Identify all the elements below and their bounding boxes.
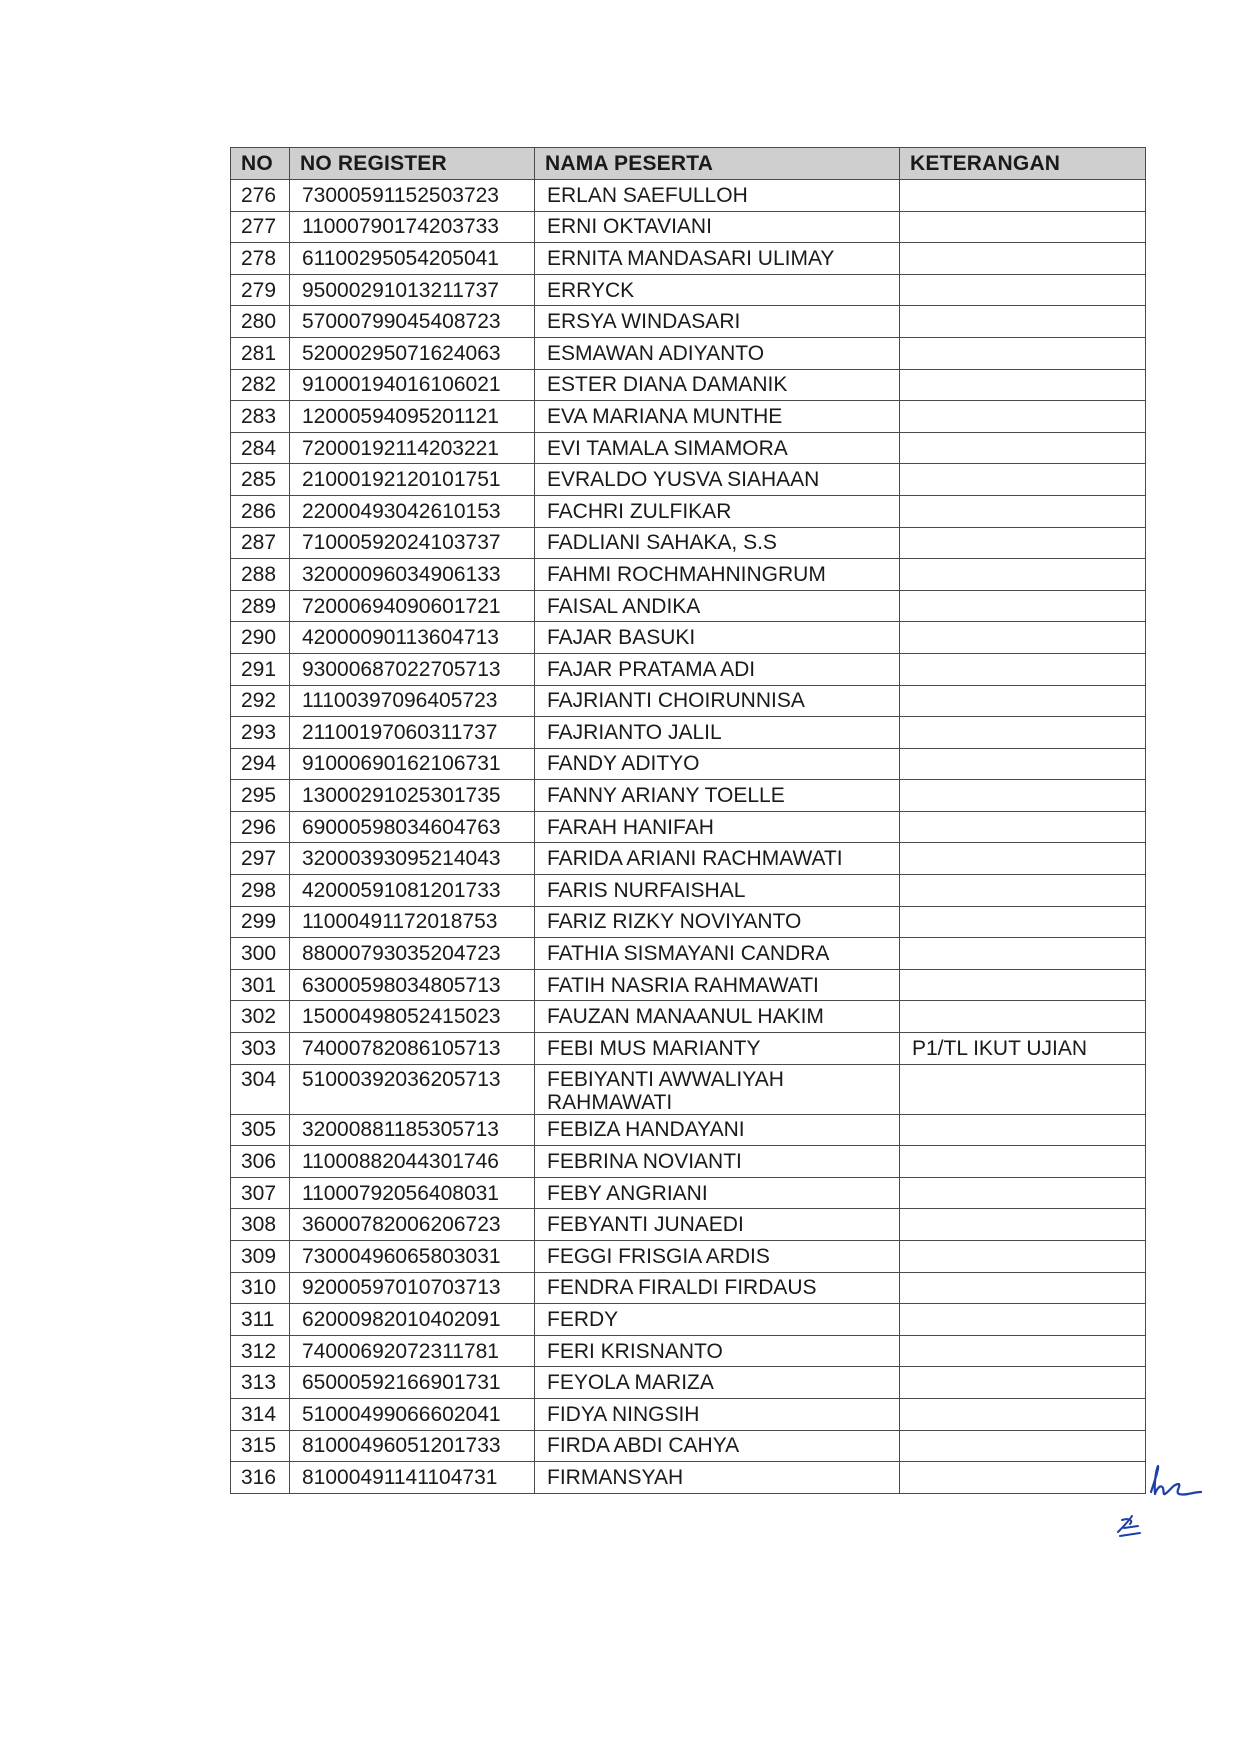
cell-no: 300	[231, 938, 290, 970]
cell-register: 36000782006206723	[290, 1209, 535, 1241]
cell-register: 71000592024103737	[290, 527, 535, 559]
table-row	[231, 337, 1146, 369]
cell-name: FAISAL ANDIKA	[535, 590, 900, 622]
cell-register: 57000799045408723	[290, 306, 535, 338]
cell-note	[900, 464, 1146, 496]
cell-note	[900, 875, 1146, 907]
cell-register: 69000598034604763	[290, 811, 535, 843]
cell-name: FEBY ANGRIANI	[535, 1177, 900, 1209]
cell-name: FAJAR BASUKI	[535, 622, 900, 654]
cell-note	[900, 906, 1146, 938]
cell-note	[900, 1241, 1146, 1273]
table-row	[231, 748, 1146, 780]
cell-no: 276	[231, 180, 290, 212]
cell-no: 313	[231, 1367, 290, 1399]
cell-note	[900, 1177, 1146, 1209]
cell-no: 299	[231, 906, 290, 938]
cell-register: 11000790174203733	[290, 211, 535, 243]
table-row	[231, 590, 1146, 622]
cell-no: 294	[231, 748, 290, 780]
cell-name: FEGGI FRISGIA ARDIS	[535, 1241, 900, 1273]
table-row	[231, 875, 1146, 907]
cell-note	[900, 1462, 1146, 1494]
table-row	[231, 274, 1146, 306]
cell-register: 52000295071624063	[290, 337, 535, 369]
cell-register: 21000192120101751	[290, 464, 535, 496]
cell-name: FARAH HANIFAH	[535, 811, 900, 843]
cell-register: 11000792056408031	[290, 1177, 535, 1209]
cell-no: 289	[231, 590, 290, 622]
table-row	[231, 780, 1146, 812]
cell-name: FIRDA ABDI CAHYA	[535, 1430, 900, 1462]
cell-register: 91000690162106731	[290, 748, 535, 780]
cell-note	[900, 622, 1146, 654]
cell-name: FARIDA ARIANI RACHMAWATI	[535, 843, 900, 875]
cell-note	[900, 527, 1146, 559]
cell-register: 95000291013211737	[290, 274, 535, 306]
header-row	[231, 148, 1146, 180]
cell-register: 74000782086105713	[290, 1033, 535, 1065]
cell-no: 297	[231, 843, 290, 875]
cell-name: FERDY	[535, 1304, 900, 1336]
cell-no: 279	[231, 274, 290, 306]
cell-note	[900, 969, 1146, 1001]
cell-register: 63000598034805713	[290, 969, 535, 1001]
cell-name: FIDYA NINGSIH	[535, 1398, 900, 1430]
cell-register: 91000194016106021	[290, 369, 535, 401]
cell-note	[900, 401, 1146, 433]
cell-name: FERI KRISNANTO	[535, 1335, 900, 1367]
cell-no: 278	[231, 243, 290, 275]
cell-register: 88000793035204723	[290, 938, 535, 970]
table-row	[231, 622, 1146, 654]
cell-note	[900, 495, 1146, 527]
cell-name: EVA MARIANA MUNTHE	[535, 401, 900, 433]
table-row	[231, 1177, 1146, 1209]
cell-note	[900, 432, 1146, 464]
cell-name: ERLAN SAEFULLOH	[535, 180, 900, 212]
cell-note	[900, 1114, 1146, 1146]
cell-name: FAJRIANTI CHOIRUNNISA	[535, 685, 900, 717]
cell-no: 281	[231, 337, 290, 369]
cell-no: 312	[231, 1335, 290, 1367]
cell-name: FEBI MUS MARIANTY	[535, 1033, 900, 1065]
cell-name: FAJRIANTO JALIL	[535, 717, 900, 749]
cell-register: 11000491172018753	[290, 906, 535, 938]
table-row	[231, 211, 1146, 243]
header-register: NO REGISTER	[290, 148, 535, 180]
table-row	[231, 1462, 1146, 1494]
table-row	[231, 1430, 1146, 1462]
cell-no: 316	[231, 1462, 290, 1494]
cell-note	[900, 1367, 1146, 1399]
table-row	[231, 401, 1146, 433]
cell-register: 32000096034906133	[290, 559, 535, 591]
table-row	[231, 1114, 1146, 1146]
cell-no: 288	[231, 559, 290, 591]
cell-note	[900, 1209, 1146, 1241]
table-row	[231, 938, 1146, 970]
cell-no: 280	[231, 306, 290, 338]
table-row	[231, 906, 1146, 938]
cell-register: 51000499066602041	[290, 1398, 535, 1430]
cell-no: 314	[231, 1398, 290, 1430]
cell-name: FENDRA FIRALDI FIRDAUS	[535, 1272, 900, 1304]
cell-note	[900, 653, 1146, 685]
cell-note	[900, 1430, 1146, 1462]
cell-register: 42000591081201733	[290, 875, 535, 907]
cell-register: 73000591152503723	[290, 180, 535, 212]
cell-name: ERNITA MANDASARI ULIMAY	[535, 243, 900, 275]
table-row	[231, 369, 1146, 401]
table-row	[231, 464, 1146, 496]
cell-no: 285	[231, 464, 290, 496]
cell-name: FARIZ RIZKY NOVIYANTO	[535, 906, 900, 938]
table-row	[231, 717, 1146, 749]
cell-no: 298	[231, 875, 290, 907]
cell-no: 309	[231, 1241, 290, 1273]
cell-name: FEBYANTI JUNAEDI	[535, 1209, 900, 1241]
table-header	[231, 148, 1146, 180]
cell-register: 13000291025301735	[290, 780, 535, 812]
cell-note	[900, 306, 1146, 338]
cell-note	[900, 938, 1146, 970]
table-row	[231, 559, 1146, 591]
table-row	[231, 1146, 1146, 1178]
cell-note	[900, 590, 1146, 622]
cell-name: FAUZAN MANAANUL HAKIM	[535, 1001, 900, 1033]
cell-note	[900, 211, 1146, 243]
cell-name: FAJAR PRATAMA ADI	[535, 653, 900, 685]
table-row	[231, 527, 1146, 559]
table-row	[231, 1001, 1146, 1033]
cell-no: 311	[231, 1304, 290, 1336]
cell-name: FACHRI ZULFIKAR	[535, 495, 900, 527]
table-row	[231, 1335, 1146, 1367]
cell-no: 286	[231, 495, 290, 527]
cell-name: FEBIZA HANDAYANI	[535, 1114, 900, 1146]
table-row	[231, 1033, 1146, 1065]
cell-name: FANDY ADITYO	[535, 748, 900, 780]
cell-name: ESTER DIANA DAMANIK	[535, 369, 900, 401]
cell-no: 291	[231, 653, 290, 685]
participant-table	[230, 147, 1146, 1494]
cell-note	[900, 1001, 1146, 1033]
cell-name: FANNY ARIANY TOELLE	[535, 780, 900, 812]
cell-name: EVI TAMALA SIMAMORA	[535, 432, 900, 464]
cell-register: 21100197060311737	[290, 717, 535, 749]
cell-note	[900, 243, 1146, 275]
cell-name: FAHMI ROCHMAHNINGRUM	[535, 559, 900, 591]
cell-name: ERSYA WINDASARI	[535, 306, 900, 338]
cell-note	[900, 1064, 1146, 1114]
cell-no: 284	[231, 432, 290, 464]
cell-register: 73000496065803031	[290, 1241, 535, 1273]
cell-note	[900, 748, 1146, 780]
cell-note	[900, 1335, 1146, 1367]
table-row	[231, 1304, 1146, 1336]
cell-register: 74000692072311781	[290, 1335, 535, 1367]
cell-no: 295	[231, 780, 290, 812]
cell-register: 11000882044301746	[290, 1146, 535, 1178]
table-row	[231, 811, 1146, 843]
handwritten-initials-2	[1112, 1512, 1148, 1540]
cell-note	[900, 1398, 1146, 1430]
cell-note	[900, 685, 1146, 717]
table-row	[231, 180, 1146, 212]
table-row	[231, 1272, 1146, 1304]
cell-note	[900, 717, 1146, 749]
table-row	[231, 1367, 1146, 1399]
cell-register: 12000594095201121	[290, 401, 535, 433]
table-row	[231, 1398, 1146, 1430]
cell-name: ERRYCK	[535, 274, 900, 306]
cell-note: P1/TL IKUT UJIAN	[900, 1033, 1146, 1065]
cell-note	[900, 1146, 1146, 1178]
cell-note	[900, 180, 1146, 212]
cell-register: 62000982010402091	[290, 1304, 535, 1336]
cell-no: 282	[231, 369, 290, 401]
table-row	[231, 843, 1146, 875]
cell-name: ESMAWAN ADIYANTO	[535, 337, 900, 369]
cell-register: 72000694090601721	[290, 590, 535, 622]
header-name: NAMA PESERTA	[535, 148, 900, 180]
table-body	[231, 180, 1146, 1494]
cell-no: 305	[231, 1114, 290, 1146]
header-note: KETERANGAN	[900, 148, 1146, 180]
table-row	[231, 653, 1146, 685]
cell-name: FEBRINA NOVIANTI	[535, 1146, 900, 1178]
header-no: NO	[231, 148, 290, 180]
cell-name: FIRMANSYAH	[535, 1462, 900, 1494]
cell-note	[900, 1272, 1146, 1304]
cell-name: EVRALDO YUSVA SIAHAAN	[535, 464, 900, 496]
cell-register: 51000392036205713	[290, 1064, 535, 1114]
cell-no: 303	[231, 1033, 290, 1065]
cell-no: 287	[231, 527, 290, 559]
cell-no: 308	[231, 1209, 290, 1241]
cell-note	[900, 843, 1146, 875]
cell-name: FATIH NASRIA RAHMAWATI	[535, 969, 900, 1001]
cell-register: 92000597010703713	[290, 1272, 535, 1304]
cell-no: 310	[231, 1272, 290, 1304]
cell-no: 307	[231, 1177, 290, 1209]
handwritten-initials-1	[1145, 1462, 1205, 1504]
cell-name: FARIS NURFAISHAL	[535, 875, 900, 907]
cell-register: 22000493042610153	[290, 495, 535, 527]
cell-register: 93000687022705713	[290, 653, 535, 685]
cell-note	[900, 811, 1146, 843]
cell-no: 315	[231, 1430, 290, 1462]
cell-register: 32000393095214043	[290, 843, 535, 875]
cell-no: 306	[231, 1146, 290, 1178]
cell-register: 11100397096405723	[290, 685, 535, 717]
table-row	[231, 243, 1146, 275]
cell-no: 296	[231, 811, 290, 843]
table-row	[231, 1241, 1146, 1273]
table-row	[231, 1064, 1146, 1114]
table-row	[231, 432, 1146, 464]
table-row	[231, 685, 1146, 717]
cell-note	[900, 780, 1146, 812]
cell-register: 32000881185305713	[290, 1114, 535, 1146]
cell-name: FEYOLA MARIZA	[535, 1367, 900, 1399]
cell-register: 72000192114203221	[290, 432, 535, 464]
cell-register: 61100295054205041	[290, 243, 535, 275]
cell-no: 290	[231, 622, 290, 654]
cell-name: FATHIA SISMAYANI CANDRA	[535, 938, 900, 970]
cell-register: 81000491141104731	[290, 1462, 535, 1494]
cell-no: 293	[231, 717, 290, 749]
cell-no: 304	[231, 1064, 290, 1114]
cell-no: 301	[231, 969, 290, 1001]
cell-note	[900, 1304, 1146, 1336]
cell-register: 15000498052415023	[290, 1001, 535, 1033]
cell-name: FEBIYANTI AWWALIYAH RAHMAWATI	[535, 1064, 900, 1114]
cell-no: 292	[231, 685, 290, 717]
cell-note	[900, 274, 1146, 306]
cell-no: 283	[231, 401, 290, 433]
cell-note	[900, 337, 1146, 369]
cell-register: 81000496051201733	[290, 1430, 535, 1462]
table-row	[231, 306, 1146, 338]
cell-no: 302	[231, 1001, 290, 1033]
cell-register: 65000592166901731	[290, 1367, 535, 1399]
cell-name: FADLIANI SAHAKA, S.S	[535, 527, 900, 559]
cell-name: ERNI OKTAVIANI	[535, 211, 900, 243]
cell-note	[900, 369, 1146, 401]
table-row	[231, 969, 1146, 1001]
cell-register: 42000090113604713	[290, 622, 535, 654]
cell-no: 277	[231, 211, 290, 243]
table-row	[231, 1209, 1146, 1241]
cell-note	[900, 559, 1146, 591]
table-row	[231, 495, 1146, 527]
